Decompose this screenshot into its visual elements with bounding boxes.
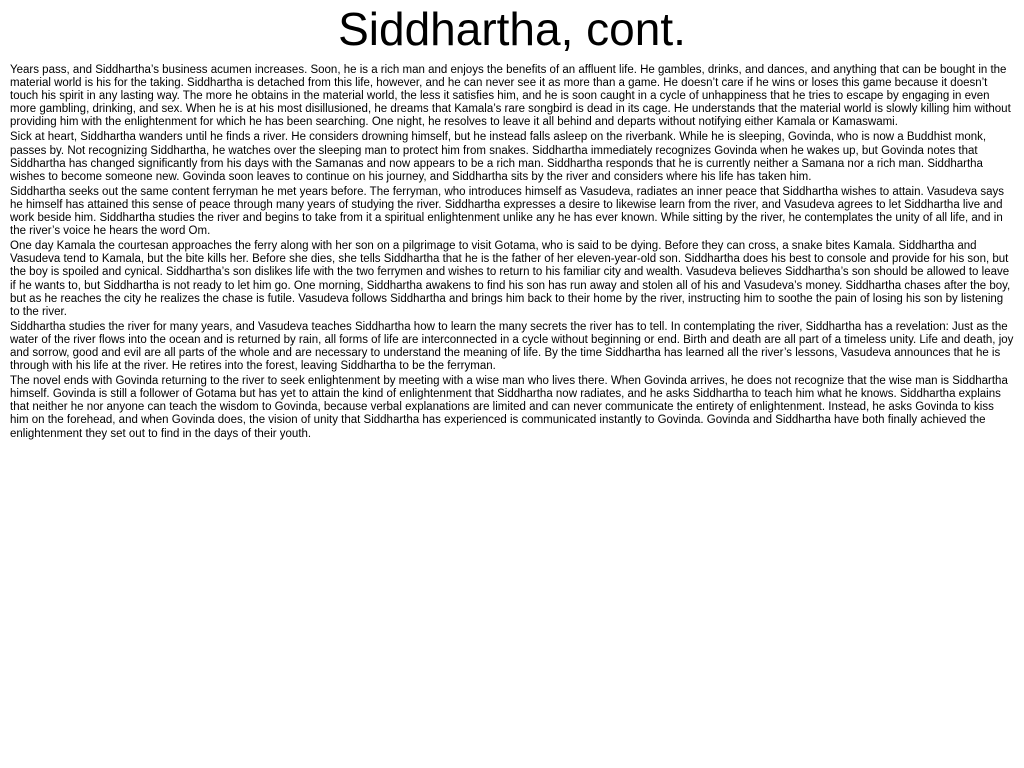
paragraph-4: One day Kamala the courtesan approaches the ferry along with her son on a pilgrimage to visit Gotama, who is said to be dying. Before they can cross, a snake bites Kamala. Siddhartha and Vasudeva tend to Kamala, but the bite kills her. Before she dies, she tells Siddhartha that he is the father of her eleven-year-old son. Siddhartha does his best to console and provide for his son, but the boy is spoiled and cynical. Siddhartha’s son dislikes life with the two ferrymen and wishes to return to his familiar city and wealth. Vasudeva believes Siddhartha’s son should be allowed to leave if he wants to, but Siddhartha is not ready to let him go. One morning, Siddhartha awakens to find his son has run away and stolen all of his and Vasudeva’s money. Siddhartha chases after the boy, but as he reaches the city he realizes the chase is futile. Vasudeva follows Siddhartha and brings him back to their home by the river, instructing him to soothe the pain of losing his son by listening to the river. bbox=[10, 240, 1011, 318]
paragraph-6: The novel ends with Govinda returning to the river to seek enlightenment by meeting with a wise man who lives there. When Govinda arrives, he does not recognize that the wise man is Siddhartha himself. Govinda is still a follower of Gotama but has yet to attain the kind of enlightenment that Siddhartha now radiates, and he asks Siddhartha to teach him what he knows. Siddhartha explains that neither he nor anyone can teach the wisdom to Govinda, because verbal explanations are limited and can never communicate the entirety of enlightenment. Instead, he asks Govinda to kiss him on the forehead, and when Govinda does, the vision of unity that Siddhartha has experienced is communicated instantly to Govinda. Govinda and Siddhartha have both finally achieved the enlightenment they set out to find in the days of their youth. bbox=[10, 375, 1008, 440]
slide-title: Siddhartha, cont. bbox=[338, 3, 686, 55]
paragraph-2: Sick at heart, Siddhartha wanders until he finds a river. He considers drowning himself, but he instead falls asleep on the riverbank. While he is sleeping, Govinda, who is now a Buddhist monk, passes by. Not recognizing Siddhartha, he watches over the sleeping man to protect him from snakes. Siddhartha immediately recognizes Govinda when he wakes up, but Govinda notes that Siddhartha has changed significantly from his days with the Samanas and now appears to be a rich man. Siddhartha responds that he is currently neither a Samana nor a rich man. Siddhartha wishes to become someone new. Govinda soon leaves to continue on his journey, and Siddhartha sits by the river and considers where his life has taken him. bbox=[10, 131, 987, 183]
paragraph-1: Years pass, and Siddhartha’s business acumen increases. Soon, he is a rich man and enjoys the benefits of an affluent life. He gambles, drinks, and dances, and anything that can be bought in the material world is his for the taking. Siddhartha is detached from this life, however, and he can never see it as more than a game. He doesn’t care if he wins or loses this game because it doesn’t touch his spirit in any lasting way. The more he obtains in the material world, the less it satisfies him, and he is soon caught in a cycle of unhappiness that he tries to escape by engaging in even more gambling, drinking, and sex. When he is at his most disillusioned, he dreams that Kamala’s rare songbird is dead in its cage. He understands that the material world is slowly killing him without providing him with the enlightenment for which he has been searching. One night, he resolves to leave it all behind and departs without notifying either Kamala or Kamaswami. bbox=[10, 64, 1011, 129]
paragraph-3: Siddhartha seeks out the same content ferryman he met years before. The ferryman, who introduces himself as Vasudeva, radiates an inner peace that Siddhartha wishes to attain. Vasudeva says he himself has attained this sense of peace through many years of studying the river. Siddhartha expresses a desire to likewise learn from the river, and Vasudeva agrees to let Siddhartha live and work beside him. Siddhartha studies the river and begins to take from it a spiritual enlightenment unlike any he has ever known. While sitting by the river, he contemplates the unity of all life, and in the river’s voice he hears the word Om. bbox=[10, 185, 1005, 238]
slide-body bbox=[10, 64, 1014, 443]
paragraph-5: Siddhartha studies the river for many years, and Vasudeva teaches Siddhartha how to learn the many secrets the river has to tell. In contemplating the river, Siddhartha has a revelation: Just as the water of the river flows into the ocean and is returned by rain, all forms of life are interconnected in a cycle without beginning or end. Birth and death are all part of a timeless unity. Life and death, joy and sorrow, good and evil are all parts of the whole and are necessary to understand the meaning of life. By the time Siddhartha has learned all the river’s lessons, Vasudeva announces that he is through with his life at the river. He retires into the forest, leaving Siddhartha to be the ferryman. bbox=[10, 320, 1014, 373]
